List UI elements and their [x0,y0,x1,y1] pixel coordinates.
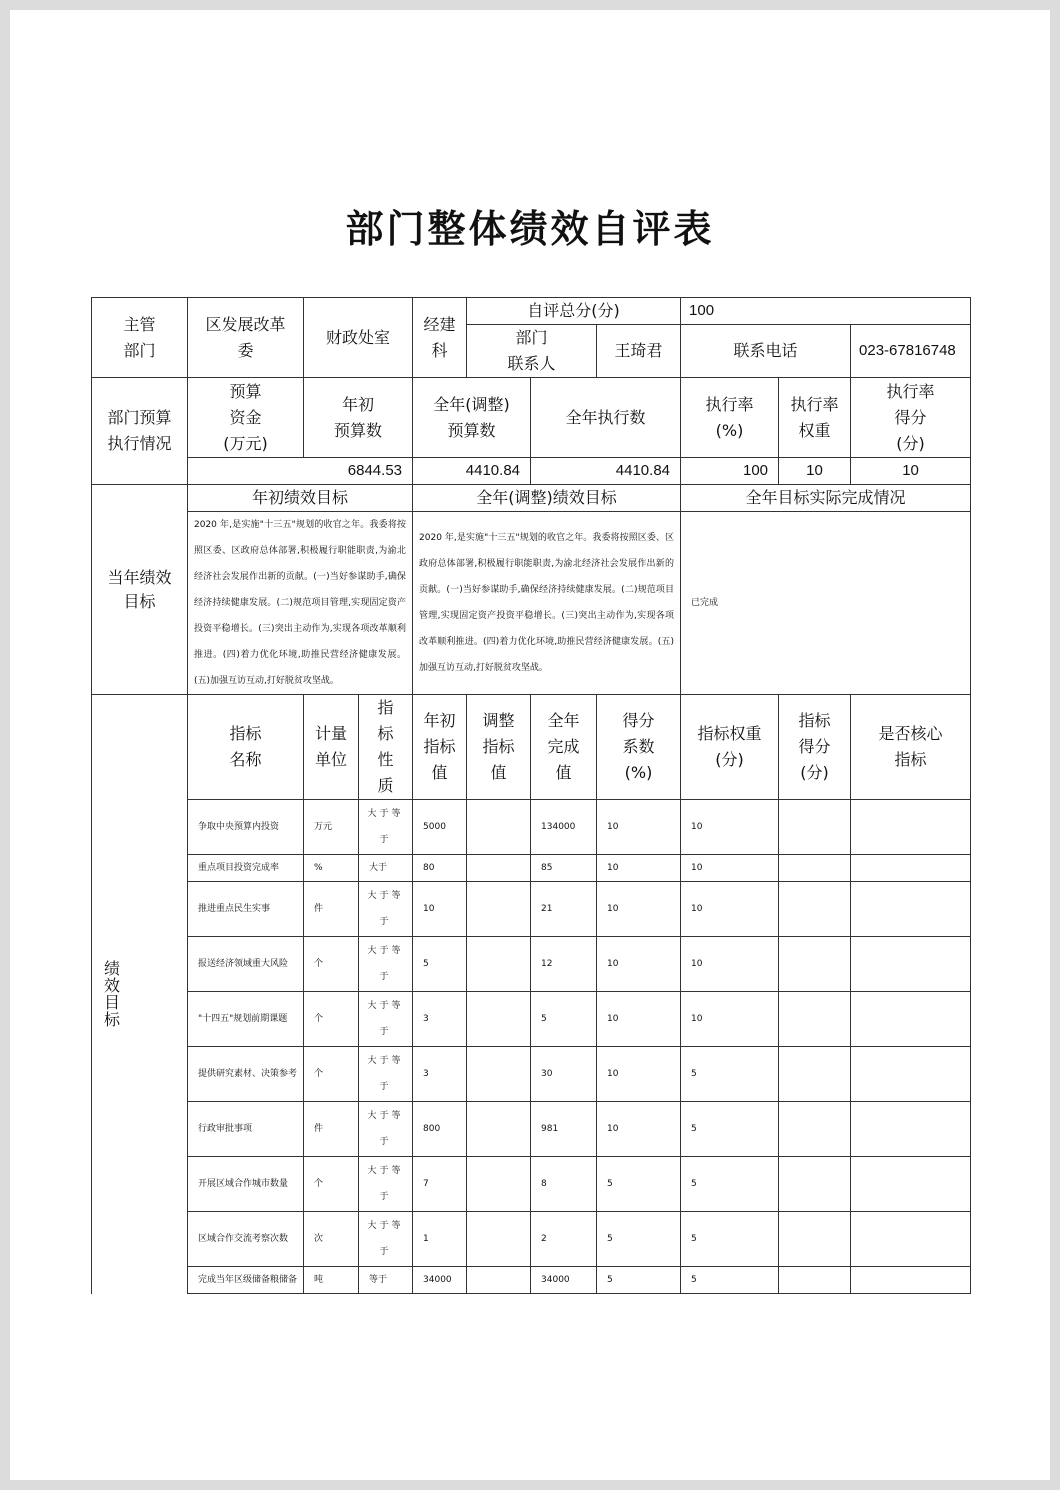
unit-header: 计量 单位 [304,695,359,800]
indicator-unit-cell: 件 [304,882,359,937]
indicator-initial-cell: 1 [413,1212,467,1267]
indicator-adjusted-cell [467,937,531,992]
indicator-weight-cell: 5 [681,1267,779,1294]
indicator-initial-cell: 5 [413,937,467,992]
indicator-nature-cell: 大于 [359,855,413,882]
indicator-core-cell [851,855,971,882]
indicator-nature-cell: 大于等于 [359,882,413,937]
indicator-name-cell: 行政审批事项 [188,1102,304,1157]
exec-rate-value: 100 [681,458,779,485]
indicator-coefficient-cell: 10 [597,1102,681,1157]
indicator-adjusted-cell [467,992,531,1047]
indicator-score-cell [779,1102,851,1157]
indicator-core-cell [851,1157,971,1212]
indicator-coefficient-cell: 10 [597,800,681,855]
indicators-section-label: 绩 效 目 标 [104,959,121,1030]
budget-section-label: 部门预算 执行情况 [92,378,188,485]
core-header: 是否核心 指标 [851,695,971,800]
completed-value-header: 全年 完成 值 [531,695,597,800]
phone-value: 023-67816748 [851,325,971,378]
table-row [92,1157,971,1212]
indicator-unit-cell: 件 [304,1102,359,1157]
table-row [92,1267,971,1294]
finance-office: 财政处室 [304,298,413,378]
adjusted-value-header: 调整 指标 值 [467,695,531,800]
indicator-score-cell [779,855,851,882]
funds-label: 预算 资金 (万元) [188,378,304,458]
indicator-coefficient-cell: 5 [597,1157,681,1212]
indicator-name-cell: 区域合作交流考察次数 [188,1212,304,1267]
indicator-adjusted-cell [467,1102,531,1157]
indicator-initial-cell: 34000 [413,1267,467,1294]
indicator-weight-cell: 10 [681,855,779,882]
indicator-name-cell: 报送经济领域重大风险 [188,937,304,992]
indicator-coefficient-cell: 10 [597,855,681,882]
indicator-adjusted-cell [467,1157,531,1212]
indicator-unit-cell: 个 [304,1157,359,1212]
indicator-initial-cell: 3 [413,992,467,1047]
dept-value: 区发展改革 委 [188,298,304,378]
indicator-nature-cell: 大于等于 [359,1102,413,1157]
table-row [92,882,971,937]
indicator-completed-cell: 5 [531,992,597,1047]
indicator-weight-cell: 10 [681,937,779,992]
table-row [92,855,971,882]
indicator-name-header: 指标 名称 [188,695,304,800]
indicator-name-cell: 推进重点民生实事 [188,882,304,937]
indicator-core-cell [851,992,971,1047]
rate-score-value: 10 [851,458,971,485]
indicator-name-cell: 开展区域合作城市数量 [188,1157,304,1212]
indicator-completed-cell: 981 [531,1102,597,1157]
indicator-unit-cell: 次 [304,1212,359,1267]
indicator-initial-cell: 800 [413,1102,467,1157]
indicator-adjusted-cell [467,1047,531,1102]
coefficient-header: 得分 系数 (%) [597,695,681,800]
contact-name: 王琦君 [597,325,681,378]
indicator-score-cell [779,1267,851,1294]
document-page [10,10,1050,1480]
indicator-unit-cell: 吨 [304,1267,359,1294]
indicator-core-cell [851,1047,971,1102]
indicator-completed-cell: 30 [531,1047,597,1102]
indicator-name-cell: 重点项目投资完成率 [188,855,304,882]
indicator-initial-cell: 5000 [413,800,467,855]
indicator-weight-cell: 5 [681,1102,779,1157]
indicator-coefficient-cell: 5 [597,1212,681,1267]
indicator-score-cell [779,1212,851,1267]
indicator-completed-cell: 8 [531,1157,597,1212]
table-row [92,1212,971,1267]
exec-rate-header: 执行率 (%) [681,378,779,458]
initial-goal-text: 2020 年,是实施"十三五"规划的收官之年。我委将按照区委、区政府总体部署,积极履行职能职责,为渝北经济社会发展作出新的贡献。(一)当好参谋助手,确保经济持续健康发展。(二)规范项目管理,实现固定资产投资平稳增长。(三)突出主动作为,实现各项改革顺利推进。(四)着力优化环境,助推民营经济健康发展。(五)加强互访互动,打好脱贫攻坚战。 [194,520,407,686]
table-row [92,992,971,1047]
indicator-name-cell: "十四五"规划前期课题 [188,992,304,1047]
indicator-completed-cell: 34000 [531,1267,597,1294]
rate-weight-header: 执行率 权重 [779,378,851,458]
indicator-nature-cell: 大于等于 [359,1212,413,1267]
self-score-value: 100 [681,298,971,325]
indicator-unit-cell: 个 [304,992,359,1047]
adjusted-goal-header: 全年(调整)绩效目标 [413,485,681,512]
page-title: 部门整体绩效自评表 [345,206,715,251]
indicator-adjusted-cell [467,1212,531,1267]
indicator-score-cell [779,1157,851,1212]
actual-goal-text: 已完成 [681,512,971,695]
indicator-score-cell [779,992,851,1047]
indicator-adjusted-cell [467,1267,531,1294]
phone-label: 联系电话 [681,325,851,378]
indicator-score-cell [779,937,851,992]
indicator-coefficient-cell: 10 [597,937,681,992]
indicator-completed-cell: 21 [531,882,597,937]
indicator-weight-cell: 5 [681,1157,779,1212]
indicator-initial-cell: 10 [413,882,467,937]
indicator-weight-cell: 10 [681,992,779,1047]
initial-goal-header: 年初绩效目标 [188,485,413,512]
indicator-nature-cell: 大于等于 [359,937,413,992]
indicator-nature-cell: 大于等于 [359,992,413,1047]
indicator-unit-cell: 个 [304,937,359,992]
score-header: 指标 得分 (分) [779,695,851,800]
indicator-initial-cell: 3 [413,1047,467,1102]
indicator-weight-cell: 5 [681,1212,779,1267]
indicator-adjusted-cell [467,800,531,855]
evaluation-table [91,297,971,1294]
indicator-score-cell [779,882,851,937]
indicator-core-cell [851,800,971,855]
indicator-adjusted-cell [467,855,531,882]
indicator-completed-cell: 12 [531,937,597,992]
indicator-adjusted-cell [467,882,531,937]
indicator-name-cell: 争取中央预算内投资 [188,800,304,855]
adjusted-goal-text: 2020 年,是实施"十三五"规划的收官之年。我委将按照区委、区政府总体部署,积极履行职能职责,为渝北经济社会发展作出新的贡献。(一)当好参谋助手,确保经济持续健康发展。(二)规范项目管理,实现固定资产投资平稳增长。(三)突出主动作为,实现各项改革顺利推进。(四)着力优化环境,助推民营经济健康发展。(五)加强互访互动,打好脱贫攻坚战。 [419,533,675,673]
indicator-completed-cell: 85 [531,855,597,882]
weight-header: 指标权重 (分) [681,695,779,800]
indicator-core-cell [851,1212,971,1267]
indicator-unit-cell: % [304,855,359,882]
initial-value-header: 年初 指标 值 [413,695,467,800]
indicator-nature-cell: 等于 [359,1267,413,1294]
initial-budget-header: 年初 预算数 [304,378,413,458]
indicator-coefficient-cell: 10 [597,882,681,937]
initial-budget-value: 6844.53 [188,458,413,485]
executed-value: 4410.84 [531,458,681,485]
indicator-weight-cell: 5 [681,1047,779,1102]
indicator-score-cell [779,800,851,855]
indicator-name-cell: 提供研究素材、决策参考 [188,1047,304,1102]
indicator-core-cell [851,1102,971,1157]
table-row [92,1047,971,1102]
adjusted-budget-header: 全年(调整) 预算数 [413,378,531,458]
contact-label: 部门 联系人 [467,325,597,378]
indicator-coefficient-cell: 10 [597,992,681,1047]
indicator-coefficient-cell: 5 [597,1267,681,1294]
indicator-core-cell [851,1267,971,1294]
indicator-completed-cell: 134000 [531,800,597,855]
indicator-unit-cell: 个 [304,1047,359,1102]
self-score-label: 自评总分(分) [467,298,681,325]
indicator-core-cell [851,937,971,992]
table-row [92,800,971,855]
indicator-nature-cell: 大于等于 [359,1157,413,1212]
section-name: 经建 科 [413,298,467,378]
rate-weight-value: 10 [779,458,851,485]
indicator-weight-cell: 10 [681,882,779,937]
indicator-nature-cell: 大于等于 [359,800,413,855]
indicator-coefficient-cell: 10 [597,1047,681,1102]
table-row [92,937,971,992]
nature-header: 指 标 性 质 [359,695,413,800]
executed-header: 全年执行数 [531,378,681,458]
indicator-weight-cell: 10 [681,800,779,855]
indicator-nature-cell: 大于等于 [359,1047,413,1102]
adjusted-budget-value: 4410.84 [413,458,531,485]
indicator-unit-cell: 万元 [304,800,359,855]
rate-score-header: 执行率 得分 (分) [851,378,971,458]
actual-goal-header: 全年目标实际完成情况 [681,485,971,512]
dept-label: 主管 部门 [92,298,188,378]
indicator-completed-cell: 2 [531,1212,597,1267]
indicator-initial-cell: 7 [413,1157,467,1212]
indicator-name-cell: 完成当年区级储备粮储备 [188,1267,304,1294]
indicator-score-cell [779,1047,851,1102]
goals-section-label: 当年绩效 目标 [92,485,188,695]
table-row [92,1102,971,1157]
indicator-core-cell [851,882,971,937]
indicator-initial-cell: 80 [413,855,467,882]
